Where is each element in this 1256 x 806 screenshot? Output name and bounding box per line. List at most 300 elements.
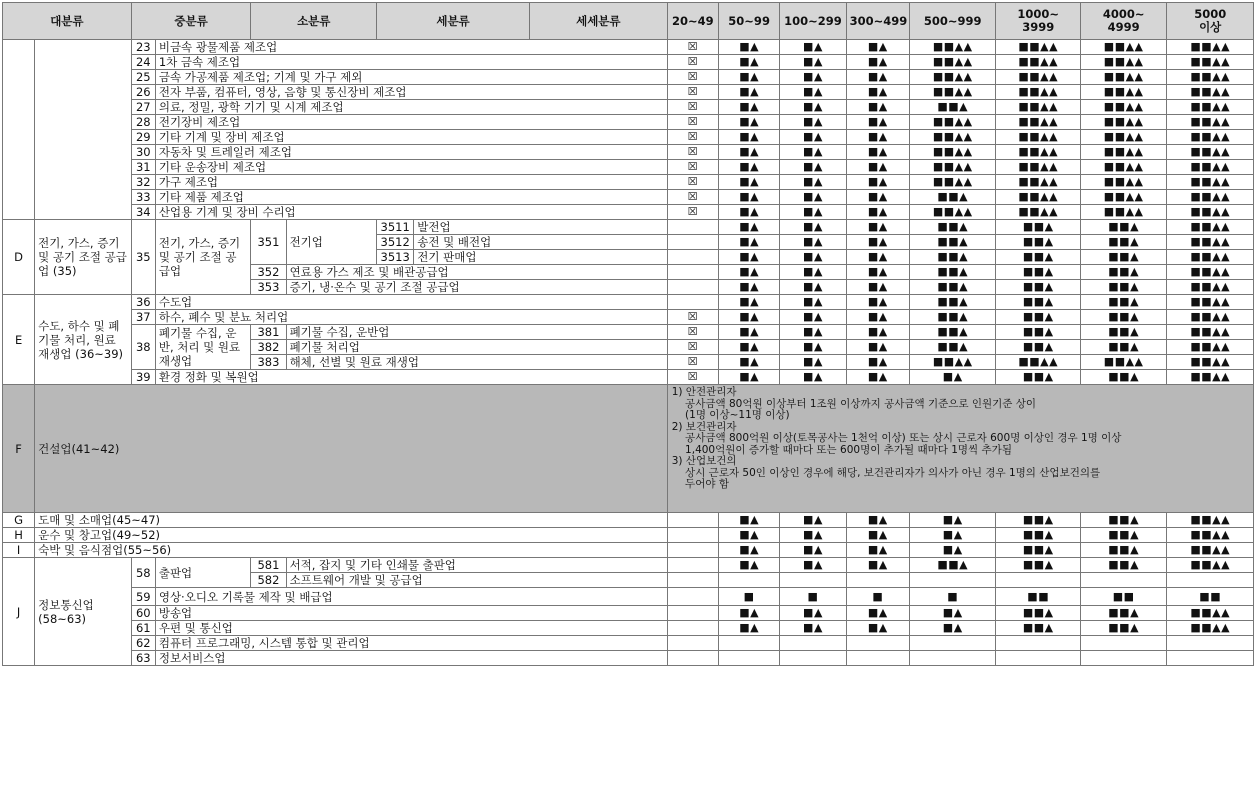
mid-code: 24 (131, 55, 155, 70)
mid-name: 기타 운송장비 제조업 (155, 160, 667, 175)
staff-indicator: ■■▲▲ (996, 100, 1080, 115)
staff-indicator: ■▲ (718, 558, 779, 573)
table-row (3, 606, 1254, 621)
table-row (3, 70, 1254, 85)
mid-code: 37 (131, 310, 155, 325)
staff-indicator: ■▲ (780, 280, 846, 295)
col-header-size-3: 100~299 (780, 3, 846, 40)
table-row (3, 220, 1254, 235)
staff-indicator: ■■▲▲ (910, 145, 996, 160)
table-row (3, 295, 1254, 310)
col-header-size-7: 4000~ 4999 (1080, 3, 1166, 40)
staff-indicator: ■■▲ (996, 325, 1080, 340)
staff-indicator: ■▲ (846, 528, 909, 543)
staff-indicator: ■■▲▲ (996, 85, 1080, 100)
staff-indicator: ☒ (667, 355, 718, 370)
staff-indicator: ■■▲▲ (1167, 265, 1254, 280)
staff-indicator: ■■▲ (996, 558, 1080, 573)
staff-indicator: ■■▲▲ (1167, 160, 1254, 175)
major-label: 전기, 가스, 증기 및 공기 조절 공급업 (35) (35, 220, 132, 295)
staff-indicator: ■▲ (718, 370, 779, 385)
staff-indicator: ■▲ (846, 621, 909, 636)
staff-indicator: ■■▲▲ (996, 55, 1080, 70)
small-name: 폐기물 수집, 운반업 (286, 325, 667, 340)
staff-indicator (718, 573, 779, 588)
staff-indicator: ■■▲ (910, 250, 996, 265)
staff-indicator: ☒ (667, 175, 718, 190)
staff-indicator: ■■▲ (910, 220, 996, 235)
col-header-size-6: 1000~ 3999 (996, 3, 1080, 40)
table-row (3, 528, 1254, 543)
table-row (3, 205, 1254, 220)
staff-indicator: ☒ (667, 310, 718, 325)
staff-indicator: ■▲ (780, 235, 846, 250)
mid-code: 63 (131, 651, 155, 666)
major-code: I (3, 543, 35, 558)
col-header-size-8: 5000 이상 (1167, 3, 1254, 40)
staff-indicator: ■▲ (718, 310, 779, 325)
staff-indicator: ■▲ (718, 100, 779, 115)
staff-indicator: ■▲ (780, 115, 846, 130)
staff-indicator: ■■▲▲ (1080, 55, 1166, 70)
mid-name: 산업용 기계 및 장비 수리업 (155, 205, 667, 220)
staff-indicator: ■▲ (846, 355, 909, 370)
staff-indicator: ■▲ (718, 115, 779, 130)
table-row (3, 636, 1254, 651)
staff-indicator: ■▲ (718, 280, 779, 295)
staff-indicator (667, 265, 718, 280)
major-label: 수도, 하수 및 폐기물 처리, 원료 재생업 (36~39) (35, 295, 132, 385)
staff-indicator: ■▲ (846, 606, 909, 621)
major-code: F (3, 385, 35, 513)
staff-indicator: ■■▲ (910, 310, 996, 325)
staff-indicator: ■▲ (780, 175, 846, 190)
safety-staff-table (2, 2, 1254, 666)
staff-indicator: ■▲ (910, 606, 996, 621)
staff-indicator: ■▲ (780, 100, 846, 115)
mid-code: 23 (131, 40, 155, 55)
staff-indicator: ■▲ (718, 355, 779, 370)
staff-indicator: ■▲ (718, 70, 779, 85)
staff-indicator: ■■▲▲ (1167, 235, 1254, 250)
staff-indicator: ■■▲▲ (910, 85, 996, 100)
col-header-size-1: 20~49 (667, 3, 718, 40)
staff-indicator: ■▲ (718, 265, 779, 280)
staff-indicator: ■■▲ (996, 220, 1080, 235)
major-label: 운수 및 창고업(49~52) (35, 528, 668, 543)
mid-code: 27 (131, 100, 155, 115)
col-header-subdetail: 세세분류 (529, 3, 667, 40)
staff-indicator: ■▲ (846, 235, 909, 250)
staff-indicator: ■■▲▲ (910, 160, 996, 175)
staff-indicator: ■■▲ (996, 621, 1080, 636)
staff-indicator: ■▲ (780, 265, 846, 280)
mid-code: 39 (131, 370, 155, 385)
staff-indicator: ■▲ (780, 295, 846, 310)
staff-indicator (1080, 573, 1166, 588)
major-code: J (3, 558, 35, 666)
staff-indicator: ■ (910, 588, 996, 606)
staff-indicator (667, 573, 718, 588)
staff-indicator: ■■▲▲ (996, 205, 1080, 220)
staff-indicator: ■■▲ (1080, 513, 1166, 528)
staff-indicator (910, 651, 996, 666)
staff-indicator: ■■▲▲ (1167, 340, 1254, 355)
staff-indicator: ☒ (667, 145, 718, 160)
staff-indicator: ■▲ (780, 85, 846, 100)
mid-code: 25 (131, 70, 155, 85)
staff-indicator: ■■▲▲ (1167, 190, 1254, 205)
staff-indicator (667, 543, 718, 558)
staff-indicator: ■■▲ (996, 513, 1080, 528)
staff-indicator: ■■▲▲ (1167, 621, 1254, 636)
staff-indicator: ■▲ (780, 70, 846, 85)
staff-indicator (780, 651, 846, 666)
small-code: 351 (251, 220, 286, 265)
staff-indicator: ■■▲ (910, 340, 996, 355)
staff-indicator: ■■▲▲ (1080, 130, 1166, 145)
staff-indicator: ■■▲ (996, 310, 1080, 325)
mid-name: 기타 제품 제조업 (155, 190, 667, 205)
staff-indicator: ■■ (1167, 588, 1254, 606)
table-row (3, 370, 1254, 385)
table-row (3, 621, 1254, 636)
staff-indicator: ■▲ (910, 528, 996, 543)
staff-indicator: ■▲ (718, 160, 779, 175)
staff-indicator: ■▲ (910, 621, 996, 636)
major-code: D (3, 220, 35, 295)
staff-indicator (718, 636, 779, 651)
staff-indicator: ■■ (996, 588, 1080, 606)
staff-indicator: ■▲ (910, 370, 996, 385)
staff-indicator: ■■▲▲ (996, 130, 1080, 145)
staff-indicator: ■■▲ (910, 235, 996, 250)
staff-indicator: ■■▲ (910, 265, 996, 280)
small-code: 582 (251, 573, 286, 588)
staff-indicator: ■■▲▲ (1080, 70, 1166, 85)
staff-indicator: ■▲ (910, 513, 996, 528)
staff-indicator: ■▲ (846, 370, 909, 385)
staff-indicator: ■▲ (718, 325, 779, 340)
mid-name: 폐기물 수집, 운반, 처리 및 원료 재생업 (155, 325, 251, 370)
staff-indicator: ■■▲▲ (996, 355, 1080, 370)
staff-indicator: ■■▲ (996, 606, 1080, 621)
staff-indicator: ■■▲▲ (1167, 55, 1254, 70)
staff-indicator: ■■▲▲ (910, 355, 996, 370)
staff-indicator: ■■▲ (910, 295, 996, 310)
major-code: E (3, 295, 35, 385)
staff-indicator: ■▲ (846, 55, 909, 70)
staff-indicator: ☒ (667, 325, 718, 340)
staff-indicator: ☒ (667, 40, 718, 55)
mid-name: 출판업 (155, 558, 251, 588)
staff-indicator: ■▲ (780, 310, 846, 325)
staff-indicator: ■ (780, 588, 846, 606)
staff-indicator: ■■▲▲ (1167, 70, 1254, 85)
major-label: 정보통신업 (58~63) (35, 558, 132, 666)
staff-indicator: ■▲ (718, 85, 779, 100)
staff-indicator: ■■▲▲ (910, 115, 996, 130)
major-label: 숙박 및 음식점업(55~56) (35, 543, 668, 558)
staff-indicator (667, 528, 718, 543)
staff-indicator: ■■▲ (996, 543, 1080, 558)
mid-code: 33 (131, 190, 155, 205)
staff-indicator: ■▲ (780, 340, 846, 355)
staff-indicator: ■ (846, 588, 909, 606)
staff-indicator: ☒ (667, 340, 718, 355)
staff-indicator: ■▲ (780, 621, 846, 636)
staff-indicator: ■▲ (718, 55, 779, 70)
staff-indicator (780, 573, 846, 588)
staff-indicator: ☒ (667, 70, 718, 85)
staff-indicator: ■■▲▲ (1080, 145, 1166, 160)
staff-indicator: ■■▲▲ (1167, 85, 1254, 100)
staff-indicator: ■▲ (846, 190, 909, 205)
staff-indicator: ■▲ (780, 40, 846, 55)
staff-indicator: ■▲ (718, 130, 779, 145)
staff-indicator: ■■▲▲ (1080, 40, 1166, 55)
staff-indicator: ■▲ (718, 40, 779, 55)
major-label-cell (35, 40, 132, 220)
detail-code: 3511 (377, 220, 414, 235)
construction-note: 1) 안전관리자 공사금액 80억원 이상부터 1조원 이상까지 공사금액 기준으로 인원기준 상이 (1명 이상~11명 이상) 2) 보건관리자 공사금액 800억원 이상(토목공사는 1천억 이상) 또는 상시 근로자 600명 이상인 경우 1명 이상 1,400억원이 증가할 때마다 또는 600명이 추가될 때마다 1명씩 추가됨 3) 산업보건의 상시 근로자 50인 이상인 경우에 해당, 보건관리자가 의사가 아닌 경우 1명의 산업보건의를 두어야 함 (667, 385, 1253, 513)
staff-indicator: ■▲ (846, 85, 909, 100)
staff-indicator: ■■▲ (996, 528, 1080, 543)
detail-code: 3512 (377, 235, 414, 250)
staff-indicator: ■■▲ (1080, 220, 1166, 235)
staff-indicator: ■■▲ (1080, 528, 1166, 543)
mid-code: 62 (131, 636, 155, 651)
staff-indicator: ■▲ (718, 145, 779, 160)
staff-indicator (667, 588, 718, 606)
detail-code: 3513 (377, 250, 414, 265)
staff-indicator (667, 250, 718, 265)
staff-indicator: ■▲ (846, 280, 909, 295)
staff-indicator: ■▲ (846, 513, 909, 528)
detail-name: 발전업 (414, 220, 667, 235)
staff-indicator: ■■▲ (1080, 250, 1166, 265)
staff-indicator: ■▲ (718, 606, 779, 621)
mid-name: 영상·오디오 기록물 제작 및 배급업 (155, 588, 667, 606)
mid-name: 정보서비스업 (155, 651, 667, 666)
staff-indicator: ■▲ (780, 528, 846, 543)
table-row (3, 588, 1254, 606)
small-name: 증기, 냉·온수 및 공기 조절 공급업 (286, 280, 667, 295)
staff-indicator: ■▲ (846, 70, 909, 85)
staff-indicator: ■■▲▲ (1167, 558, 1254, 573)
staff-indicator (1167, 636, 1254, 651)
col-header-detail: 세분류 (377, 3, 530, 40)
col-header-size-4: 300~499 (846, 3, 909, 40)
staff-indicator: ■▲ (718, 340, 779, 355)
staff-indicator: ■▲ (780, 55, 846, 70)
staff-indicator: ■▲ (780, 160, 846, 175)
staff-indicator: ■■▲ (1080, 340, 1166, 355)
col-header-major: 대분류 (3, 3, 132, 40)
staff-indicator: ■■▲▲ (1167, 130, 1254, 145)
staff-indicator: ■▲ (846, 40, 909, 55)
staff-indicator: ■■▲▲ (996, 70, 1080, 85)
col-header-size-5: 500~999 (910, 3, 996, 40)
staff-indicator: ■■▲ (1080, 325, 1166, 340)
staff-indicator (1080, 636, 1166, 651)
mid-name: 의료, 정밀, 광학 기기 및 시계 제조업 (155, 100, 667, 115)
staff-indicator: ■■▲▲ (1167, 145, 1254, 160)
staff-indicator: ■▲ (718, 205, 779, 220)
staff-indicator: ■■▲▲ (910, 70, 996, 85)
staff-indicator (1167, 651, 1254, 666)
table-row (3, 651, 1254, 666)
mid-code: 32 (131, 175, 155, 190)
staff-indicator (1080, 651, 1166, 666)
staff-indicator: ■▲ (780, 355, 846, 370)
table-row (3, 130, 1254, 145)
staff-indicator: ☒ (667, 370, 718, 385)
staff-indicator (667, 220, 718, 235)
col-header-mid: 중분류 (131, 3, 251, 40)
staff-indicator: ■▲ (846, 325, 909, 340)
staff-indicator: ■■▲ (996, 265, 1080, 280)
staff-indicator: ■■▲▲ (1167, 280, 1254, 295)
small-code: 581 (251, 558, 286, 573)
table-row (3, 558, 1254, 573)
staff-indicator (667, 513, 718, 528)
major-label: 건설업(41~42) (35, 385, 668, 513)
staff-indicator: ■■ (1080, 588, 1166, 606)
staff-indicator (718, 651, 779, 666)
staff-indicator: ■▲ (780, 190, 846, 205)
staff-indicator (910, 573, 996, 588)
staff-indicator: ■■▲▲ (910, 40, 996, 55)
staff-indicator: ■■▲▲ (1167, 355, 1254, 370)
staff-indicator (1167, 573, 1254, 588)
staff-indicator: ■■▲▲ (1167, 528, 1254, 543)
staff-indicator: ■▲ (718, 235, 779, 250)
staff-indicator: ■■▲▲ (1167, 40, 1254, 55)
small-name: 해체, 선별 및 원료 재생업 (286, 355, 667, 370)
staff-indicator: ■▲ (780, 370, 846, 385)
staff-indicator (846, 573, 909, 588)
major-code-cell (3, 40, 35, 220)
staff-indicator: ■■▲ (996, 250, 1080, 265)
table-row (3, 513, 1254, 528)
mid-name: 우편 및 통신업 (155, 621, 667, 636)
staff-indicator: ■▲ (846, 310, 909, 325)
mid-code: 59 (131, 588, 155, 606)
staff-indicator: ■■▲▲ (1167, 115, 1254, 130)
staff-indicator: ■▲ (846, 265, 909, 280)
staff-indicator (667, 636, 718, 651)
staff-indicator (667, 295, 718, 310)
mid-name: 수도업 (155, 295, 667, 310)
staff-indicator: ■▲ (780, 145, 846, 160)
staff-indicator: ■■▲▲ (910, 175, 996, 190)
major-label: 도매 및 소매업(45~47) (35, 513, 668, 528)
staff-indicator: ■■▲ (996, 295, 1080, 310)
staff-indicator: ■■▲▲ (910, 205, 996, 220)
staff-indicator: ■■▲▲ (1167, 295, 1254, 310)
staff-indicator: ■▲ (846, 160, 909, 175)
staff-indicator: ☒ (667, 115, 718, 130)
staff-indicator: ■▲ (718, 190, 779, 205)
detail-name: 전기 판매업 (414, 250, 667, 265)
staff-indicator (846, 651, 909, 666)
mid-name: 가구 제조업 (155, 175, 667, 190)
staff-indicator: ■■▲▲ (1167, 370, 1254, 385)
small-code: 383 (251, 355, 286, 370)
mid-name: 전기, 가스, 증기 및 공기 조절 공급업 (155, 220, 251, 295)
staff-indicator (667, 651, 718, 666)
detail-name: 송전 및 배전업 (414, 235, 667, 250)
staff-indicator: ■■▲ (996, 370, 1080, 385)
staff-indicator: ■▲ (780, 606, 846, 621)
staff-indicator: ■▲ (718, 621, 779, 636)
table-row (3, 543, 1254, 558)
staff-indicator: ■■▲▲ (1080, 160, 1166, 175)
staff-indicator: ■▲ (780, 220, 846, 235)
staff-indicator: ■▲ (846, 543, 909, 558)
staff-indicator: ☒ (667, 85, 718, 100)
table-row (3, 175, 1254, 190)
mid-name: 금속 가공제품 제조업; 기계 및 가구 제외 (155, 70, 667, 85)
small-code: 382 (251, 340, 286, 355)
staff-indicator: ■■▲ (1080, 280, 1166, 295)
staff-indicator: ■▲ (718, 295, 779, 310)
staff-indicator (996, 573, 1080, 588)
staff-indicator: ■▲ (846, 100, 909, 115)
table-row (3, 115, 1254, 130)
staff-indicator: ■■▲ (996, 235, 1080, 250)
staff-indicator (780, 636, 846, 651)
staff-indicator: ■▲ (910, 543, 996, 558)
staff-indicator: ■▲ (846, 340, 909, 355)
small-code: 381 (251, 325, 286, 340)
mid-name: 전자 부품, 컴퓨터, 영상, 음향 및 통신장비 제조업 (155, 85, 667, 100)
staff-indicator: ■▲ (846, 175, 909, 190)
table-row (3, 325, 1254, 340)
staff-indicator: ■▲ (780, 325, 846, 340)
staff-indicator: ■ (718, 588, 779, 606)
staff-indicator: ■▲ (846, 220, 909, 235)
staff-indicator: ■■▲▲ (1080, 115, 1166, 130)
staff-indicator: ■▲ (780, 250, 846, 265)
major-code: G (3, 513, 35, 528)
small-name: 서적, 잡지 및 기타 인쇄물 출판업 (286, 558, 667, 573)
small-name: 연료용 가스 제조 및 배관공급업 (286, 265, 667, 280)
staff-indicator: ■■▲ (910, 100, 996, 115)
staff-indicator: ■■▲▲ (1167, 606, 1254, 621)
staff-indicator: ■■▲ (1080, 621, 1166, 636)
staff-indicator: ■■▲ (1080, 235, 1166, 250)
staff-indicator: ■■▲▲ (996, 40, 1080, 55)
construction-row (3, 385, 1254, 513)
table-row (3, 160, 1254, 175)
mid-name: 기타 기계 및 장비 제조업 (155, 130, 667, 145)
staff-indicator: ■■▲▲ (996, 190, 1080, 205)
staff-indicator: ■▲ (846, 558, 909, 573)
staff-indicator: ■■▲ (910, 325, 996, 340)
staff-indicator: ■▲ (780, 543, 846, 558)
staff-indicator: ■■▲▲ (1167, 325, 1254, 340)
staff-indicator: ■■▲▲ (910, 130, 996, 145)
staff-indicator: ■■▲▲ (1080, 355, 1166, 370)
staff-indicator: ■■▲▲ (1167, 205, 1254, 220)
mid-name: 전기장비 제조업 (155, 115, 667, 130)
small-name: 소프트웨어 개발 및 공급업 (286, 573, 667, 588)
mid-code: 38 (131, 325, 155, 370)
staff-indicator: ■▲ (846, 130, 909, 145)
mid-code: 29 (131, 130, 155, 145)
